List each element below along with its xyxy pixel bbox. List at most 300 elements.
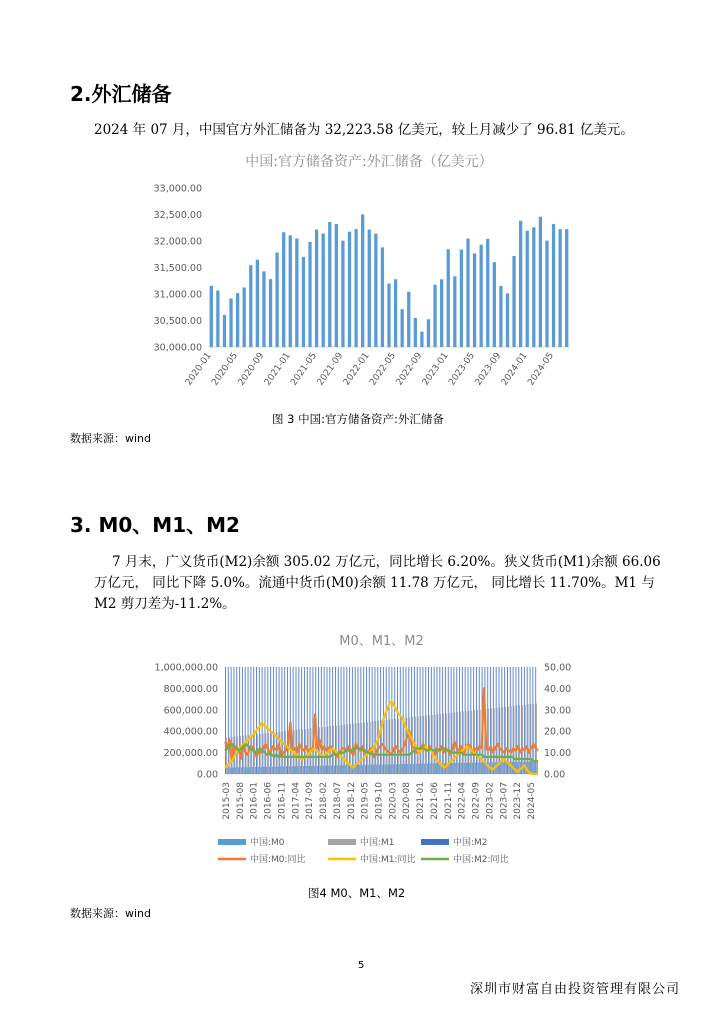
m1-bar xyxy=(401,718,402,774)
y-left-tick-label: 0.00 xyxy=(196,769,218,781)
m0-bar xyxy=(481,763,482,775)
m0-bar xyxy=(371,765,372,774)
m0-bar xyxy=(427,764,428,774)
m2-bar xyxy=(349,667,350,774)
m0-bar xyxy=(297,766,298,774)
m0-bar xyxy=(331,765,332,774)
m0-bar xyxy=(537,761,538,774)
bar xyxy=(295,238,298,347)
m1-bar xyxy=(460,712,461,774)
legend-label: 中国:M0:同比 xyxy=(250,855,306,865)
m1-bar xyxy=(260,734,261,774)
bar xyxy=(387,284,390,347)
m0-bar xyxy=(283,766,284,774)
m2-bar xyxy=(253,667,254,774)
company-name: 深圳市财富自由投资管理有限公司 xyxy=(470,982,681,997)
x-tick-label: 2016-01 xyxy=(249,782,260,820)
m2-bar xyxy=(448,667,449,774)
bar xyxy=(539,217,542,347)
bar xyxy=(433,285,436,347)
m2-bar xyxy=(459,667,460,774)
m0-bar xyxy=(500,762,501,774)
m1-bar xyxy=(251,735,252,774)
m0-bar xyxy=(433,763,434,774)
m2-bar xyxy=(411,667,412,774)
m1-bar xyxy=(339,725,340,774)
m0-bar xyxy=(388,764,389,774)
m0-bar xyxy=(292,766,293,774)
m1-bar xyxy=(502,707,503,774)
bar xyxy=(394,279,397,347)
m0-bar xyxy=(275,767,276,774)
m1-bar xyxy=(302,729,303,774)
m2-bar xyxy=(228,667,229,774)
m0-bar xyxy=(379,765,380,774)
y-left-tick-label: 200,000.00 xyxy=(163,748,218,760)
m1-bar xyxy=(367,722,368,774)
m1-bar xyxy=(449,713,450,774)
m0-bar xyxy=(235,767,236,774)
y-tick-label: 30,000.00 xyxy=(153,342,202,354)
m0-bar xyxy=(404,764,405,774)
legend-swatch xyxy=(328,839,356,845)
bar xyxy=(341,241,344,347)
bar xyxy=(236,293,239,347)
bar xyxy=(289,235,292,347)
bar xyxy=(243,287,246,347)
m0-bar xyxy=(334,765,335,774)
m1-bar xyxy=(336,725,337,774)
bar xyxy=(552,224,555,347)
m2-bar xyxy=(400,667,401,774)
m2-bar xyxy=(465,667,466,774)
m0-bar xyxy=(368,765,369,774)
x-tick-label: 2018-02 xyxy=(319,782,330,820)
bar xyxy=(361,214,364,347)
m1-bar xyxy=(519,705,520,774)
x-tick-label: 2023-01 xyxy=(420,350,451,388)
m0-bar xyxy=(286,766,287,774)
bar xyxy=(308,242,311,347)
m1-bar xyxy=(531,704,532,774)
x-tick-label: 2022-05 xyxy=(368,350,399,388)
m1-bar xyxy=(390,720,391,774)
m2-bar xyxy=(360,667,361,774)
bar xyxy=(526,231,529,347)
m0-bar xyxy=(266,767,267,774)
x-tick-label: 2017-04 xyxy=(291,782,302,820)
m0-bar xyxy=(328,766,329,774)
m0-bar xyxy=(326,766,327,774)
x-tick-label: 2015-03 xyxy=(222,782,232,820)
bar xyxy=(447,249,450,347)
m2-bar xyxy=(225,667,226,774)
bar xyxy=(532,227,535,347)
m1-bar xyxy=(418,716,419,774)
bar xyxy=(229,299,232,348)
m0-bar xyxy=(300,766,301,774)
bar xyxy=(499,286,502,347)
m2-bar xyxy=(236,667,237,774)
m0-bar xyxy=(534,761,535,774)
m2-bar xyxy=(267,667,268,774)
x-tick-label: 2020-09 xyxy=(236,350,267,388)
m0-bar xyxy=(306,766,307,774)
m2-bar xyxy=(374,667,375,774)
m2-bar xyxy=(245,667,246,774)
m0-bar xyxy=(382,764,383,774)
m2-bar xyxy=(264,667,265,774)
legend-swatch xyxy=(421,839,449,845)
x-tick-label: 2020-05 xyxy=(210,350,241,388)
bar xyxy=(275,252,278,347)
m0-bar xyxy=(244,767,245,774)
bar xyxy=(466,238,469,347)
y-right-tick-label: 30.00 xyxy=(544,705,572,717)
bar xyxy=(473,253,476,347)
m0-bar xyxy=(503,762,504,774)
m2-bar xyxy=(259,667,260,774)
x-tick-label: 2022-09 xyxy=(394,350,425,388)
bar xyxy=(216,290,219,347)
y-tick-label: 32,000.00 xyxy=(153,236,202,248)
legend-label: 中国:M2:同比 xyxy=(453,855,509,865)
m1-bar xyxy=(480,710,481,774)
m1-bar xyxy=(437,714,438,774)
m2-bar xyxy=(377,667,378,774)
bar xyxy=(210,286,213,347)
m0-bar xyxy=(365,765,366,774)
bar xyxy=(519,221,522,347)
m2-bar xyxy=(414,667,415,774)
m1-bar xyxy=(463,711,464,774)
bar xyxy=(401,309,404,347)
m0-bar xyxy=(263,767,264,774)
m0-bar xyxy=(258,767,259,774)
m0-bar xyxy=(413,764,414,774)
m0-bar xyxy=(345,765,346,774)
m0-bar xyxy=(421,764,422,774)
m2-bar xyxy=(462,667,463,774)
m2-bar xyxy=(420,667,421,774)
x-tick-label: 2023-02 xyxy=(485,782,496,820)
m1-bar xyxy=(426,716,427,774)
m0-bar xyxy=(531,761,532,774)
x-tick-label: 2022-04 xyxy=(457,782,468,820)
m0-bar xyxy=(373,765,374,774)
m2-bar xyxy=(451,667,452,774)
y-right-tick-label: 20.00 xyxy=(544,726,572,738)
x-tick-label: 2024-01 xyxy=(499,350,530,388)
m0-bar xyxy=(342,765,343,774)
m1-bar xyxy=(452,713,453,774)
x-tick-label: 2023-12 xyxy=(513,782,524,820)
m0-bar xyxy=(272,767,273,774)
legend-label: 中国:M2 xyxy=(453,838,488,848)
x-tick-label: 2016-06 xyxy=(263,782,274,820)
m2-bar xyxy=(335,667,336,774)
y-tick-label: 30,500.00 xyxy=(153,316,202,327)
m2-bar xyxy=(250,667,251,774)
x-tick-label: 2024-05 xyxy=(527,782,537,820)
y-right-tick-label: 40.00 xyxy=(544,683,572,695)
x-tick-label: 2023-09 xyxy=(473,350,504,388)
m1-bar xyxy=(432,715,433,774)
m0-bar xyxy=(419,764,420,774)
bar xyxy=(256,260,259,347)
m2-bar xyxy=(352,667,353,774)
m0-bar xyxy=(261,767,262,774)
bar xyxy=(512,256,515,347)
section3-heading: 3. M0、M1、M2 xyxy=(70,513,240,537)
m2-bar xyxy=(431,667,432,774)
y-right-tick-label: 50.00 xyxy=(544,662,572,674)
legend-swatch xyxy=(218,839,246,845)
section3-paragraph-line3: M2 剪刀差为-11.2%。 xyxy=(94,596,236,612)
m1-bar xyxy=(409,717,410,774)
m1-bar xyxy=(285,731,286,774)
m2-bar xyxy=(468,667,469,774)
bar xyxy=(322,234,325,347)
m1-bar xyxy=(398,719,399,774)
bar xyxy=(348,232,351,347)
m2-bar xyxy=(248,667,249,774)
m2-bar xyxy=(476,667,477,774)
m2-bar xyxy=(422,667,423,774)
m0-bar xyxy=(452,763,453,774)
m2-bar xyxy=(532,667,533,774)
m2-bar xyxy=(428,667,429,774)
y-tick-label: 31,500.00 xyxy=(153,263,202,274)
m1-bar xyxy=(516,706,517,774)
legend-label: 中国:M0 xyxy=(250,838,285,848)
m0-bar xyxy=(357,765,358,774)
m1-bar xyxy=(491,708,492,774)
x-tick-label: 2019-05 xyxy=(360,782,371,820)
bar xyxy=(315,229,318,347)
y-left-tick-label: 800,000.00 xyxy=(163,683,218,695)
m0-bar xyxy=(255,767,256,774)
m0-bar xyxy=(232,767,233,774)
m2-bar xyxy=(436,667,437,774)
figure4-caption: 图4 M0、M1、M2 xyxy=(308,886,406,900)
m0-bar xyxy=(317,766,318,774)
bar xyxy=(381,247,384,347)
x-tick-label: 2019-10 xyxy=(374,782,385,820)
section3-paragraph-line1: 7 月末，广义货币(M2)余额 305.02 万亿元，同比增长 6.20%。狭义货币(M1)余额 66.06 xyxy=(112,554,661,570)
m2-bar xyxy=(262,667,263,774)
section3-source: 数据来源：wind xyxy=(70,907,152,920)
m0-bar xyxy=(399,764,400,774)
m1-bar xyxy=(406,718,407,774)
figure3-caption: 图 3 中国:官方储备资产:外汇储备 xyxy=(272,412,444,426)
y-left-tick-label: 600,000.00 xyxy=(163,705,218,717)
m0-bar xyxy=(362,765,363,774)
bar xyxy=(420,332,423,347)
m0-bar xyxy=(238,767,239,774)
m1-bar xyxy=(392,719,393,774)
m1-bar xyxy=(457,712,458,774)
m2-bar xyxy=(380,667,381,774)
m0-bar xyxy=(323,766,324,774)
m0-bar xyxy=(506,762,507,774)
y-tick-label: 33,000.00 xyxy=(153,183,202,195)
m1-bar xyxy=(533,704,534,774)
m1-bar xyxy=(528,704,529,774)
bar xyxy=(480,245,483,347)
y-tick-label: 31,000.00 xyxy=(153,289,202,301)
m2-bar xyxy=(369,667,370,774)
x-tick-label: 2022-09 xyxy=(471,782,482,820)
m1-bar xyxy=(375,721,376,774)
bar xyxy=(262,271,265,347)
m2-bar xyxy=(372,667,373,774)
m0-bar xyxy=(230,768,231,774)
bar xyxy=(223,315,226,347)
m2-bar xyxy=(332,667,333,774)
m0-bar xyxy=(410,764,411,774)
m1-bar xyxy=(429,715,430,774)
page-number: 5 xyxy=(358,960,365,971)
m2-bar xyxy=(408,667,409,774)
m0-bar xyxy=(450,763,451,774)
m1-bar xyxy=(466,711,467,774)
m1-bar xyxy=(305,729,306,774)
m2-bar xyxy=(442,667,443,774)
m1-bar xyxy=(494,708,495,774)
chart-title: 中国:官方储备资产:外汇储备（亿美元） xyxy=(245,154,493,170)
x-tick-label: 2023-05 xyxy=(447,350,478,388)
bar xyxy=(558,229,561,347)
m0-bar xyxy=(407,764,408,774)
bar xyxy=(486,239,489,347)
m0-bar xyxy=(461,763,462,774)
bar xyxy=(335,224,338,347)
bar xyxy=(460,250,463,347)
m1-bar xyxy=(243,736,244,774)
bar xyxy=(249,265,252,347)
y-tick-label: 32,500.00 xyxy=(153,210,202,221)
m0-bar xyxy=(269,767,270,774)
m2-bar xyxy=(270,667,271,774)
m0-bar xyxy=(311,766,312,774)
bar xyxy=(545,241,548,347)
m1-bar xyxy=(488,709,489,774)
m1-bar xyxy=(299,730,300,774)
m2-bar xyxy=(346,667,347,774)
m0-bar xyxy=(252,767,253,774)
m2-bar xyxy=(391,667,392,774)
m2-bar xyxy=(405,667,406,774)
m0-bar xyxy=(393,764,394,774)
m1-bar xyxy=(505,707,506,774)
legend-label: 中国:M1:同比 xyxy=(360,855,416,865)
x-tick-label: 2021-01 xyxy=(416,782,427,820)
m0-bar xyxy=(483,762,484,774)
bar xyxy=(427,319,430,347)
bar xyxy=(506,293,509,347)
m2-bar xyxy=(417,667,418,774)
m0-bar xyxy=(278,767,279,774)
x-tick-label: 2021-11 xyxy=(443,782,454,820)
m0-bar xyxy=(280,767,281,774)
m1-bar xyxy=(471,711,472,774)
x-tick-label: 2020-08 xyxy=(402,782,413,820)
section2-heading: 2.外汇储备 xyxy=(70,82,172,106)
m1-bar xyxy=(443,714,444,774)
m0-bar xyxy=(289,766,290,774)
m0-bar xyxy=(241,767,242,774)
x-tick-label: 2021-05 xyxy=(289,350,320,388)
m0-bar xyxy=(396,764,397,774)
x-tick-label: 2020-03 xyxy=(388,782,399,820)
section2-source: 数据来源：wind xyxy=(70,432,152,445)
bar xyxy=(407,292,410,347)
y-right-tick-label: 0.00 xyxy=(544,769,566,781)
bar xyxy=(368,230,371,347)
section3-paragraph-line2: 万亿元， 同比下降 5.0%。流通中货币(M0)余额 11.78 万亿元， 同比增长 11.70%。M1 与 xyxy=(94,575,655,591)
m1-bar xyxy=(364,722,365,774)
x-tick-label: 2018-07 xyxy=(332,782,343,820)
m1-bar xyxy=(536,703,537,774)
bar xyxy=(282,232,285,347)
bar xyxy=(493,262,496,347)
m0-bar xyxy=(309,766,310,774)
m2-bar xyxy=(445,667,446,774)
bar xyxy=(453,276,456,347)
bar xyxy=(374,234,377,347)
m0-bar xyxy=(458,763,459,774)
m0-bar xyxy=(227,768,228,774)
m0-bar xyxy=(402,764,403,774)
x-tick-label: 2015-08 xyxy=(235,782,246,820)
m1-bar xyxy=(522,705,523,774)
m0-bar xyxy=(359,765,360,774)
m0-bar xyxy=(464,763,465,774)
m0-bar xyxy=(469,763,470,774)
m1-bar xyxy=(525,705,526,774)
bar xyxy=(328,222,331,347)
fx-reserve-chart xyxy=(140,146,580,401)
x-tick-label: 2021-06 xyxy=(429,782,440,820)
x-tick-label: 2024-05 xyxy=(526,350,557,388)
m1-bar xyxy=(514,706,515,774)
m2-bar xyxy=(386,667,387,774)
m2-bar xyxy=(394,667,395,774)
m0-bar xyxy=(337,765,338,774)
m0-bar xyxy=(340,765,341,774)
x-tick-label: 2023-07 xyxy=(499,782,510,820)
m1-bar xyxy=(263,734,264,774)
m1-bar xyxy=(435,715,436,774)
m2-bar xyxy=(276,667,277,774)
x-tick-label: 2016-11 xyxy=(277,782,288,820)
bar xyxy=(414,318,417,347)
m0-bar xyxy=(424,764,425,774)
m1-bar xyxy=(474,710,475,774)
m0-bar xyxy=(247,767,248,774)
m1-bar xyxy=(319,727,320,774)
m0-bar xyxy=(376,765,377,774)
m2-bar xyxy=(355,667,356,774)
m2-bar xyxy=(456,667,457,774)
m2-bar xyxy=(425,667,426,774)
bar xyxy=(302,257,305,347)
m1-bar xyxy=(421,716,422,774)
x-tick-label: 2021-09 xyxy=(315,350,346,388)
m1-bar xyxy=(237,736,238,774)
m0-bar xyxy=(249,767,250,774)
